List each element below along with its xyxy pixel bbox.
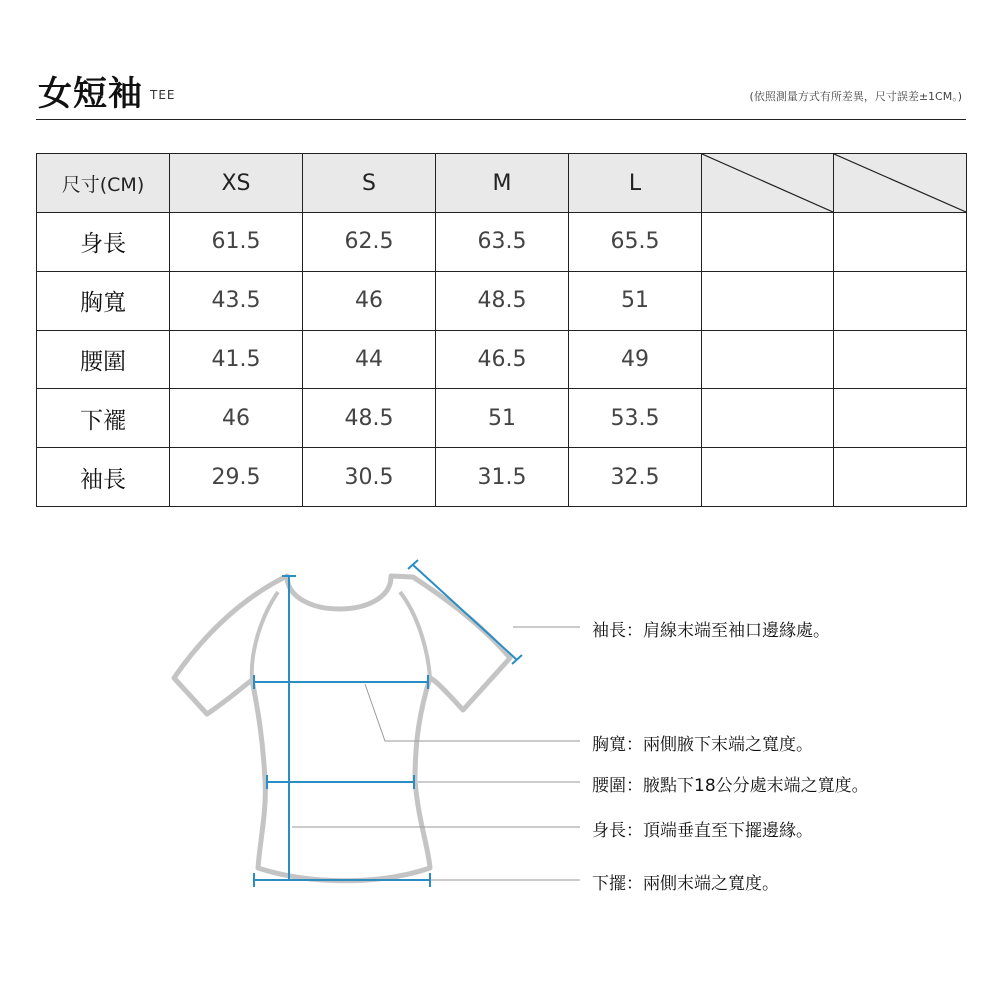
empty-cell (702, 271, 834, 330)
size-header: L (569, 154, 702, 213)
table-cell: 51 (569, 271, 702, 330)
callout-body-length: 身長：頂端垂直至下擺邊緣。 (592, 821, 813, 841)
table-cell: 49 (569, 330, 702, 389)
table-cell: 46 (303, 271, 436, 330)
table-cell: 63.5 (436, 213, 569, 272)
raglan-seam-right (400, 592, 430, 678)
table-row (37, 271, 967, 330)
corner-label: 尺寸(CM) (37, 154, 170, 213)
row-label: 下襬 (37, 389, 170, 448)
row-label: 腰圍 (37, 330, 170, 389)
page-title: 女短袖 (38, 74, 143, 114)
table-cell: 44 (303, 330, 436, 389)
table-cell: 53.5 (569, 389, 702, 448)
callout-chest-width: 胸寬：兩側腋下末端之寬度。 (592, 735, 813, 755)
empty-cell (702, 389, 834, 448)
table-header-row (37, 154, 967, 213)
table-cell: 65.5 (569, 213, 702, 272)
table-cell: 48.5 (303, 389, 436, 448)
table-row (37, 330, 967, 389)
table-row (37, 448, 967, 507)
tshirt-outline (174, 576, 510, 881)
page-subtitle: TEE (150, 88, 176, 102)
table-cell: 51 (436, 389, 569, 448)
empty-cell (834, 448, 967, 507)
table-cell: 29.5 (170, 448, 303, 507)
empty-cell (834, 330, 967, 389)
empty-cell (834, 271, 967, 330)
empty-cell (702, 213, 834, 272)
table-row (37, 213, 967, 272)
leader-lines (292, 627, 580, 880)
row-label: 胸寬 (37, 271, 170, 330)
empty-cell (834, 213, 967, 272)
empty-size-header (834, 154, 967, 213)
table-cell: 30.5 (303, 448, 436, 507)
row-label: 袖長 (37, 448, 170, 507)
row-label: 身長 (37, 213, 170, 272)
raglan-seam-left (252, 592, 278, 680)
empty-cell (702, 330, 834, 389)
size-header: M (436, 154, 569, 213)
empty-cell (702, 448, 834, 507)
table-cell: 31.5 (436, 448, 569, 507)
table-cell: 48.5 (436, 271, 569, 330)
callout-sleeve-length: 袖長：肩線末端至袖口邊緣處。 (592, 621, 830, 641)
size-chart-table (36, 153, 967, 507)
table-cell: 46.5 (436, 330, 569, 389)
size-header: XS (170, 154, 303, 213)
table-cell: 61.5 (170, 213, 303, 272)
measurement-lines (254, 560, 522, 887)
size-header: S (303, 154, 436, 213)
empty-cell (834, 389, 967, 448)
table-cell: 62.5 (303, 213, 436, 272)
callout-waist-width: 腰圍：腋點下18公分處末端之寬度。 (592, 776, 869, 796)
callout-hem-width: 下擺：兩側末端之寬度。 (592, 874, 779, 894)
table-row (37, 389, 967, 448)
tolerance-note: (依照測量方式有所差異，尺寸誤差±1CM。) (749, 90, 962, 103)
table-cell: 32.5 (569, 448, 702, 507)
empty-size-header (702, 154, 834, 213)
title-divider (36, 119, 966, 120)
table-cell: 43.5 (170, 271, 303, 330)
table-cell: 41.5 (170, 330, 303, 389)
table-cell: 46 (170, 389, 303, 448)
tshirt-measurement-diagram (160, 545, 580, 905)
